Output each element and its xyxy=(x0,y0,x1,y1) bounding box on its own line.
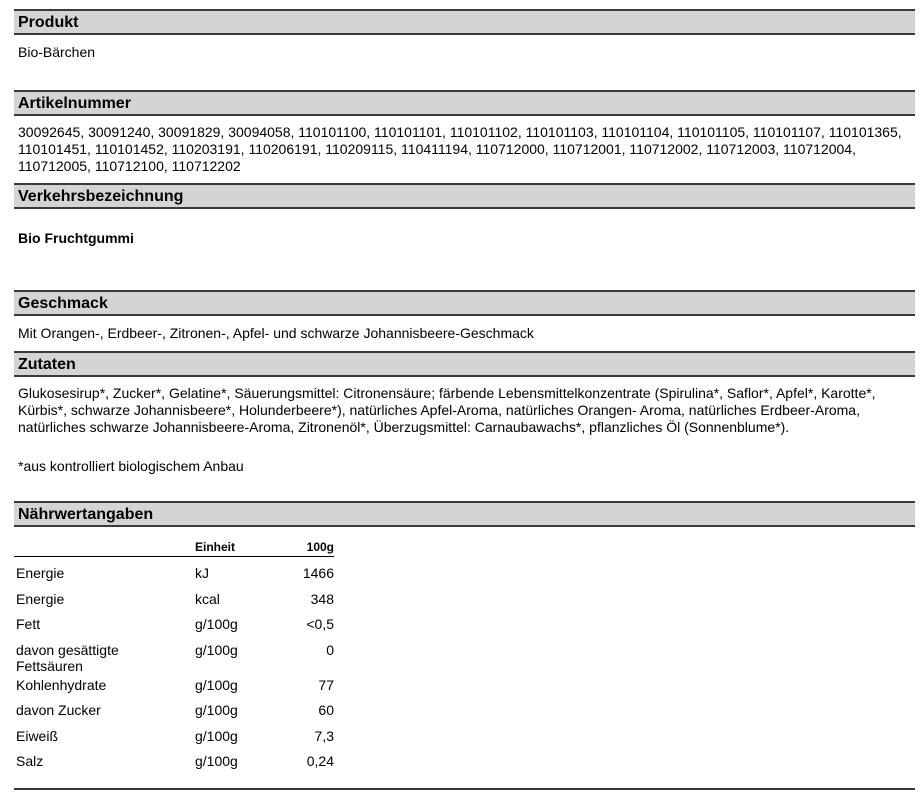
table-row xyxy=(14,753,915,779)
nutrient-value: 60 xyxy=(318,702,334,718)
bottom-divider xyxy=(14,788,915,790)
table-row xyxy=(14,728,915,754)
section-title-produkt: Produkt xyxy=(18,14,79,31)
nutrient-unit: g/100g xyxy=(195,727,238,744)
geschmack-value: Mit Orangen-, Erdbeer-, Zitronen-, Apfel- und schwarze Johannisbeere-Geschmack xyxy=(18,325,534,341)
section-title-zutaten: Zutaten xyxy=(18,356,76,373)
nutrient-name: davon gesättigte Fettsäuren xyxy=(16,641,119,674)
column-header-value: 100g xyxy=(306,540,334,554)
zutaten-note: *aus kontrolliert biologischem Anbau xyxy=(18,458,244,474)
artikelnummer-value: 30092645, 30091240, 30091829, 30094058, 110101100, 110101101, 110101102, 110101103, 110101104, 110101105, 110101107, 110101365, 110101451, 110101452, 110203191, 110206191, 110209115, 110411194, 110712000, 110712001, 110712002, 110712003, 110712004, 110712005, 110712100, 110712202 xyxy=(18,124,902,174)
nutrition-table xyxy=(14,533,915,774)
nutrient-unit: g/100g xyxy=(195,616,238,632)
nutrient-value: 77 xyxy=(318,676,334,693)
nutrient-value: <0,5 xyxy=(306,616,334,632)
nutrient-name: Eiweiß xyxy=(16,727,59,744)
table-row xyxy=(14,702,915,728)
section-header-artikelnummer xyxy=(14,90,915,116)
nutrient-unit: kJ xyxy=(195,565,209,581)
nutrient-name: Fett xyxy=(16,616,41,632)
nutrient-name: Kohlenhydrate xyxy=(16,676,107,693)
nutrient-value: 1466 xyxy=(302,565,334,581)
table-row xyxy=(14,642,915,677)
verkehrsbezeichnung-value: Bio Fruchtgummi xyxy=(18,230,134,246)
section-header-geschmack xyxy=(14,290,915,316)
nutrient-unit: g/100g xyxy=(195,753,238,769)
section-header-zutaten xyxy=(14,351,915,377)
nutrient-unit: g/100g xyxy=(195,676,238,693)
column-header-unit: Einheit xyxy=(195,540,236,554)
table-row xyxy=(14,591,915,617)
section-title-artikelnummer: Artikelnummer xyxy=(18,95,131,112)
nutrient-value: 0 xyxy=(326,641,334,658)
table-row xyxy=(14,677,915,703)
nutrient-name: davon Zucker xyxy=(16,702,101,718)
nutrient-unit: g/100g xyxy=(195,641,238,658)
section-title-verkehrsbezeichnung: Verkehrsbezeichnung xyxy=(18,188,184,205)
table-row xyxy=(14,565,915,591)
section-title-geschmack: Geschmack xyxy=(18,295,108,312)
nutrient-unit: kcal xyxy=(195,590,220,607)
nutrition-header-divider xyxy=(14,556,334,557)
nutrient-value: 348 xyxy=(310,590,334,607)
nutrient-name: Energie xyxy=(16,590,65,607)
nutrient-name: Energie xyxy=(16,565,65,581)
table-row xyxy=(14,616,915,642)
nutrient-unit: g/100g xyxy=(195,702,238,718)
section-header-produkt xyxy=(14,9,915,35)
nutrient-value: 0,24 xyxy=(306,753,334,769)
nutrient-value: 7,3 xyxy=(314,727,334,744)
zutaten-value: Glukosesirup*, Zucker*, Gelatine*, Säuerungsmittel: Citronensäure; färbende Lebensmittelkonzentrate (Spirulina*, Saflor*, Apfel*, Karotte*, Kürbis*, schwarze Johannisbeere*, Holunderbeere*), natürliches Apfel-Aroma, natürliches Orangen- Aroma, natürliches Erdbeer-Aroma, natürliches schwarze Johannisbeere-Aroma, Zitronenöl*, Überzugsmittel: Carnaubawachs*, pflanzliches Öl (Sonnenblume*). xyxy=(18,385,876,435)
produkt-value: Bio-Bärchen xyxy=(18,44,96,60)
section-title-naehrwerte: Nährwertangaben xyxy=(18,506,154,523)
section-header-naehrwerte xyxy=(14,501,915,527)
section-header-verkehrsbezeichnung xyxy=(14,183,915,209)
nutrient-name: Salz xyxy=(16,753,44,769)
